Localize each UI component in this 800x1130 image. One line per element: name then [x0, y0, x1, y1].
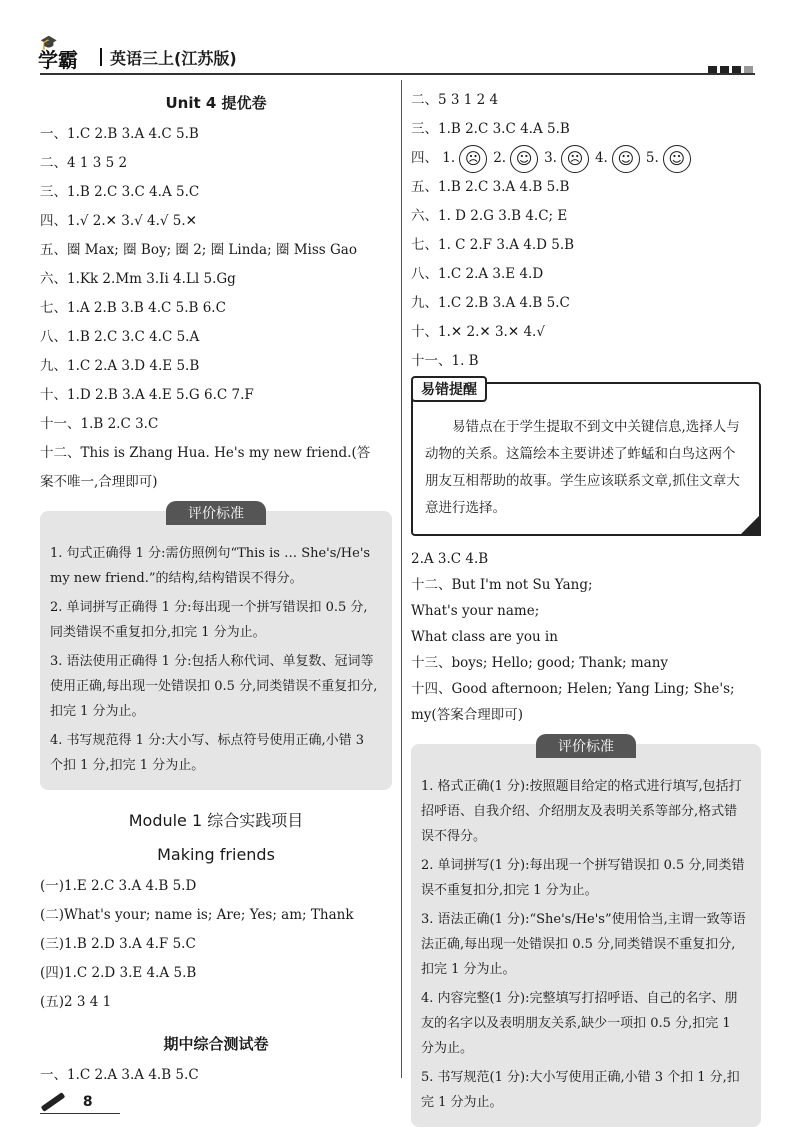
error-reminder-text: 易错点在于学生提取不到文中关键信息,选择人与动物的关系。这篇绘本主要讲述了蚱蜢和白鸟这两个朋友互相帮助的故事。学生应该联系文章,抓住文章大意进行选择。	[425, 419, 740, 516]
answer-line: 五、圈 Max; 圈 Boy; 圈 2; 圈 Linda; 圈 Miss Gao	[40, 242, 357, 258]
face-number: 2.	[493, 150, 507, 166]
pencil-icon	[41, 1092, 66, 1112]
answer-line: 三、1.B 2.C 3.C 4.A 5.B	[411, 121, 570, 137]
answer-line: 案不唯一,合理即可)	[40, 474, 158, 490]
answer-line: my(答案合理即可)	[411, 707, 523, 723]
face-number: 5.	[645, 150, 659, 166]
answer-line: 十一、1. B	[411, 353, 479, 369]
answer-line: 2.A 3.C 4.B	[411, 551, 489, 567]
right-column	[411, 86, 761, 1127]
answer-line: 八、1.B 2.C 3.C 4.C 5.A	[40, 329, 200, 345]
midterm-title: 期中综合测试卷	[163, 1035, 269, 1053]
happy-face-icon: ☺	[510, 145, 538, 173]
answer-line: 四、1.√ 2.✕ 3.√ 4.√ 5.✕	[40, 213, 197, 229]
answer-line: 二、4 1 3 5 2	[40, 155, 128, 171]
graduation-cap-icon: 🎓	[40, 35, 58, 51]
face-number: 3.	[544, 150, 557, 166]
unit4-title: Unit 4 提优卷	[165, 94, 267, 112]
header-separator	[100, 48, 102, 66]
answer-line: 十一、1.B 2.C 3.C	[40, 416, 159, 432]
error-reminder-box	[411, 382, 761, 536]
criteria-item: 4. 内容完整(1 分):完整填写打招呼语、自己的名字、朋友的名字以及表明朋友关系,缺少一项扣 0.5 分,扣完 1 分为止。	[421, 991, 738, 1056]
answer-line: (一)1.E 2.C 3.A 4.B 5.D	[40, 878, 197, 894]
answer-line: 十三、boys; Hello; good; Thank; many	[411, 655, 669, 671]
answer-line: 十四、Good afternoon; Helen; Yang Ling; She's;	[411, 681, 735, 697]
folded-corner-icon	[739, 514, 761, 536]
answer-line: (三)1.B 2.D 3.A 4.F 5.C	[40, 936, 196, 952]
criteria-item: 2. 单词拼写正确得 1 分:每出现一个拼写错误扣 0.5 分,同类错误不重复扣分,扣完 1 分为止。	[50, 600, 368, 640]
brand-name: 学霸	[38, 48, 78, 72]
module-answers	[40, 872, 392, 1017]
criteria-tag: 评价标准	[166, 501, 266, 525]
criteria-item: 2. 单词拼写(1 分):每出现一个拼写错误扣 0.5 分,同类错误不重复扣分,扣完 1 分为止。	[421, 858, 745, 898]
answer-line: (五)2 3 4 1	[40, 994, 112, 1010]
faces-prefix: 四、	[411, 150, 438, 166]
module-subtitle: Making friends	[157, 845, 275, 864]
module-title: Module 1 综合实践项目	[128, 811, 304, 830]
answer-line: 三、1.B 2.C 3.C 4.A 5.C	[40, 184, 200, 200]
book-subtitle: 英语三上(江苏版)	[110, 49, 237, 68]
brand-logo	[38, 35, 78, 73]
header-squares-decoration	[708, 60, 756, 79]
criteria-box-right	[411, 739, 761, 1127]
criteria-item: 5. 书写规范(1 分):大小写使用正确,小错 3 个扣 1 分,扣完 1 分为止。	[421, 1070, 740, 1110]
criteria-tag: 评价标准	[536, 734, 636, 758]
criteria-item: 4. 书写规范得 1 分:大小写、标点符号使用正确,小错 3 个扣 1 分,扣完 1 分为止。	[50, 733, 364, 773]
answer-line: 十二、But I'm not Su Yang;	[411, 577, 593, 593]
column-divider	[401, 80, 402, 1078]
answer-line: 五、1.B 2.C 3.A 4.B 5.B	[411, 179, 570, 195]
unit4-answers	[40, 120, 392, 497]
sad-face-icon: ☹	[561, 145, 589, 173]
criteria-item: 3. 语法使用正确得 1 分:包括人称代词、单复数、冠词等使用正确,每出现一处错误扣 0.5 分,同类错误不重复扣分,扣完 1 分为止。	[50, 654, 378, 719]
answer-line: 九、1.C 2.B 3.A 4.B 5.C	[411, 295, 570, 311]
answer-line: 九、1.C 2.A 3.D 4.E 5.B	[40, 358, 200, 374]
answer-line: (四)1.C 2.D 3.E 4.A 5.B	[40, 965, 197, 981]
answer-line: What's your name;	[411, 603, 540, 619]
answer-line: 八、1.C 2.A 3.E 4.D	[411, 266, 544, 282]
answer-line: 六、1.Kk 2.Mm 3.Ii 4.Ll 5.Gg	[40, 271, 236, 287]
answer-line: 一、1.C 2.B 3.A 4.C 5.B	[40, 126, 199, 142]
face-number: 4.	[594, 150, 608, 166]
faces-line	[411, 144, 761, 173]
answer-line: 七、1. C 2.F 3.A 4.D 5.B	[411, 237, 575, 253]
happy-face-icon: ☺	[663, 145, 691, 173]
error-reminder-tag: 易错提醒	[411, 376, 487, 402]
answer-line: (二)What's your; name is; Are; Yes; am; Thank	[40, 907, 354, 923]
happy-face-icon: ☺	[612, 145, 640, 173]
criteria-item: 1. 句式正确得 1 分:需仿照例句“This is … She's/He's my new friend.”的结构,结构错误不得分。	[50, 546, 371, 586]
answer-line: 十、1.D 2.B 3.A 4.E 5.G 6.C 7.F	[40, 387, 254, 403]
face-number: 1.	[442, 150, 456, 166]
midterm-answer-line: 一、1.C 2.A 3.A 4.B 5.C	[40, 1067, 199, 1083]
criteria-box-left	[40, 506, 392, 790]
answer-line: 七、1.A 2.B 3.B 4.C 5.B 6.C	[40, 300, 226, 316]
page-header	[0, 0, 800, 75]
answer-line: 六、1. D 2.G 3.B 4.C; E	[411, 208, 568, 224]
answer-line: What class are you in	[411, 629, 558, 645]
page-number: 8	[82, 1094, 93, 1110]
left-column	[40, 86, 392, 1090]
criteria-item: 3. 语法正确(1 分):“She's/He's”使用恰当,主谓一致等语法正确,每出现一处错误扣 0.5 分,同类错误不重复扣分,扣完 1 分为止。	[421, 912, 746, 977]
answer-line: 二、5 3 1 2 4	[411, 92, 499, 108]
sad-face-icon: ☹	[459, 145, 487, 173]
header-rule	[40, 73, 755, 75]
answer-line: 十二、This is Zhang Hua. He's my new friend.(答	[40, 445, 371, 461]
answer-line: 十、1.✕ 2.✕ 3.✕ 4.√	[411, 324, 545, 340]
footer-rule	[40, 1113, 120, 1114]
page-footer	[40, 1094, 93, 1110]
criteria-item: 1. 格式正确(1 分):按照题目给定的格式进行填写,包括打招呼语、自我介绍、介绍朋友及表明关系等部分,格式错误不得分。	[421, 779, 742, 844]
